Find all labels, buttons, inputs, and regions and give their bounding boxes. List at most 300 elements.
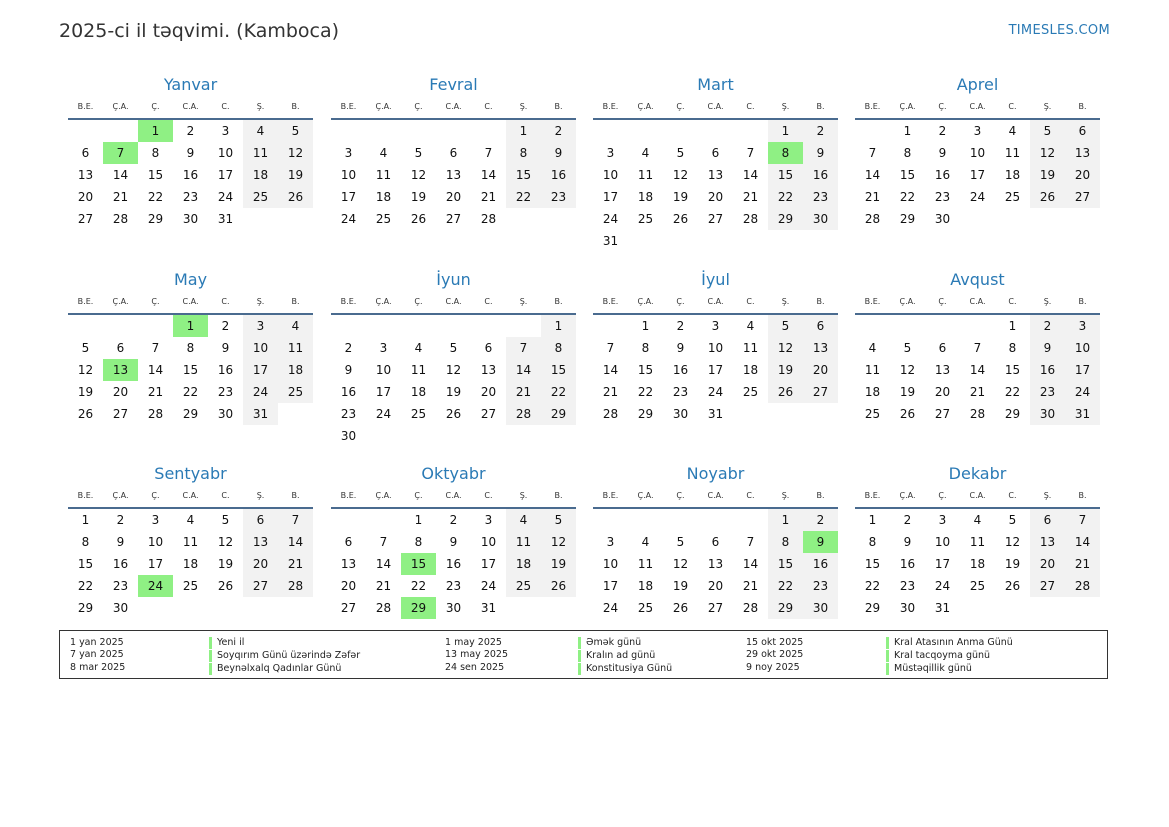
day-cell: 18 [375,190,392,204]
day-cell: 27 [480,407,497,421]
weekday-label: C.A. [969,491,986,500]
day-cell: 24 [340,212,357,226]
day-cell: 27 [707,212,724,226]
day-cell: 7 [151,341,160,355]
day-cell: 16 [803,553,838,575]
legend-holiday-name: Kral tacqoyma günü [886,650,1013,662]
day-cell: 25 [243,186,278,208]
legend-holiday-name: Konstitusiya Günü [578,663,672,675]
day-cell: 5 [1008,513,1017,527]
day-cell: 6 [1030,509,1065,531]
weekday-label: Ç.A. [112,491,129,500]
day-cell: 9 [344,363,353,377]
weekday-label: Ç. [151,297,160,306]
day-cell: 13 [803,337,838,359]
day-cell: 15 [182,363,199,377]
day-cell: 23 [541,186,576,208]
day-cell: 16 [899,557,916,571]
legend-col1-names [209,637,360,675]
day-cell: 26 [445,407,462,421]
day-cell: 30 [934,212,951,226]
day-cell: 31 [934,601,951,615]
weekday-label: B.E. [77,491,94,500]
day-cell: 28 [112,212,129,226]
day-cell: 3 [606,146,615,160]
day-cell: 28 [864,212,881,226]
day-cell: 2 [803,509,838,531]
day-cell: 30 [803,208,838,230]
day-cell: 26 [217,579,234,593]
weekday-label: Ç. [676,102,685,111]
day-cell: 9 [903,535,912,549]
day-cell: 29 [147,212,164,226]
weekday-header [68,485,313,509]
day-cell: 26 [541,575,576,597]
month-2 [331,74,576,230]
holiday-day-cell: 15 [401,553,436,575]
day-cell: 1 [641,319,650,333]
day-cell: 5 [541,509,576,531]
month-12 [855,463,1100,619]
weekday-label: B. [816,297,825,306]
weekday-label: C.A. [707,297,724,306]
legend-date: 13 may 2025 [445,649,509,661]
page-title: 2025-ci il təqvimi. (Kamboca) [59,20,340,42]
day-cell: 8 [903,146,912,160]
day-cell: 18 [182,557,199,571]
day-cell: 23 [1030,381,1065,403]
day-cell: 27 [340,601,357,615]
day-cell: 5 [81,341,90,355]
day-cell: 1 [414,513,423,527]
day-cell: 16 [182,168,199,182]
legend-col2-dates [445,637,508,674]
day-cell: 25 [278,381,313,403]
weekday-label: Ç.A. [899,491,916,500]
day-cell: 26 [77,407,94,421]
weekday-label: B.E. [864,297,881,306]
holiday-day-cell: 1 [173,315,208,337]
day-grid [331,120,576,230]
day-cell: 31 [217,212,234,226]
day-cell: 29 [182,407,199,421]
day-cell: 27 [934,407,951,421]
day-cell: 15 [637,363,654,377]
day-cell: 27 [445,212,462,226]
day-cell: 26 [672,212,689,226]
day-cell: 28 [742,601,759,615]
day-cell: 15 [899,168,916,182]
weekday-label: C.A. [969,297,986,306]
day-cell: 19 [1030,164,1065,186]
day-cell: 14 [742,557,759,571]
day-cell: 23 [112,579,129,593]
empty-cell [733,509,768,531]
day-cell: 24 [707,385,724,399]
weekday-label: B.E. [340,491,357,500]
day-cell: 19 [672,579,689,593]
day-cell: 6 [116,341,125,355]
weekday-label: C. [746,102,755,111]
day-cell: 5 [903,341,912,355]
weekday-label: C.A. [707,491,724,500]
legend-holiday-name: Kralın ad günü [578,650,672,662]
day-cell: 8 [506,142,541,164]
day-cell: 6 [803,315,838,337]
day-cell: 3 [151,513,160,527]
day-cell: 1 [541,315,576,337]
day-cell: 30 [112,601,129,615]
day-cell: 22 [768,575,803,597]
day-cell: 30 [803,597,838,619]
day-cell: 20 [340,579,357,593]
day-cell: 11 [278,337,313,359]
day-cell: 6 [243,509,278,531]
weekday-label: Ş. [781,102,790,111]
day-cell: 3 [1065,315,1100,337]
day-cell: 17 [707,363,724,377]
day-cell: 18 [864,385,881,399]
day-cell: 1 [768,120,803,142]
month-name: Yanvar [163,75,218,94]
day-cell: 25 [375,212,392,226]
day-cell: 1 [506,120,541,142]
day-cell: 20 [934,385,951,399]
day-cell: 22 [864,579,881,593]
day-cell: 20 [803,359,838,381]
day-cell: 24 [480,579,497,593]
day-cell: 28 [375,601,392,615]
day-cell: 13 [707,557,724,571]
holiday-day-cell: 24 [138,575,173,597]
day-cell: 21 [147,385,164,399]
weekday-header [331,485,576,509]
empty-cell [436,120,471,142]
day-cell: 20 [707,190,724,204]
day-cell: 20 [77,190,94,204]
day-cell: 4 [379,146,388,160]
day-cell: 10 [969,146,986,160]
empty-cell [331,509,366,531]
day-cell: 9 [676,341,685,355]
month-5 [68,269,313,425]
empty-cell [331,315,366,337]
day-cell: 6 [1065,120,1100,142]
day-cell: 13 [340,557,357,571]
day-cell: 2 [903,513,912,527]
day-cell: 22 [637,385,654,399]
weekday-label: Ş. [1043,297,1052,306]
day-cell: 24 [969,190,986,204]
day-cell: 11 [243,142,278,164]
weekday-label: Ş. [519,297,528,306]
weekday-header [855,485,1100,509]
day-cell: 15 [77,557,94,571]
day-cell: 17 [602,579,619,593]
day-cell: 10 [480,535,497,549]
weekday-label: C. [746,491,755,500]
day-cell: 29 [77,601,94,615]
day-cell: 4 [973,513,982,527]
weekday-label: B.E. [340,297,357,306]
day-cell: 6 [711,146,720,160]
day-cell: 16 [803,164,838,186]
day-cell: 14 [112,168,129,182]
weekday-label: B.E. [864,102,881,111]
month-name: Avqust [950,270,1005,289]
day-cell: 7 [606,341,615,355]
weekday-label: C.A. [182,102,199,111]
day-cell: 30 [182,212,199,226]
day-grid [331,315,576,447]
day-cell: 25 [742,385,759,399]
day-cell: 4 [186,513,195,527]
day-cell: 18 [410,385,427,399]
day-cell: 18 [1004,168,1021,182]
day-cell: 23 [803,575,838,597]
day-cell: 6 [449,146,458,160]
day-cell: 23 [182,190,199,204]
day-cell: 29 [541,403,576,425]
day-cell: 29 [637,407,654,421]
day-cell: 2 [116,513,125,527]
weekday-label: Ç.A. [112,297,129,306]
weekday-label: Ç. [151,491,160,500]
day-cell: 17 [969,168,986,182]
day-cell: 7 [278,509,313,531]
day-cell: 4 [243,120,278,142]
weekday-label: C.A. [445,102,462,111]
day-cell: 12 [77,363,94,377]
month-7 [593,269,838,425]
day-cell: 3 [938,513,947,527]
weekday-label: Ç. [938,297,947,306]
day-cell: 20 [243,553,278,575]
day-cell: 11 [637,557,654,571]
holiday-day-cell: 29 [401,597,436,619]
day-cell: 11 [742,341,759,355]
weekday-label: B.E. [602,491,619,500]
legend-col2-names [578,637,672,675]
weekday-label: Ç. [676,491,685,500]
day-cell: 6 [484,341,493,355]
empty-cell [401,315,436,337]
day-cell: 10 [243,337,278,359]
day-cell: 31 [243,403,278,425]
day-cell: 18 [278,359,313,381]
day-cell: 8 [641,341,650,355]
empty-cell [401,120,436,142]
day-cell: 20 [112,385,129,399]
day-cell: 1 [81,513,90,527]
day-cell: 12 [278,142,313,164]
day-cell: 13 [1030,531,1065,553]
day-cell: 5 [278,120,313,142]
day-cell: 9 [1030,337,1065,359]
day-cell: 29 [899,212,916,226]
month-11 [593,463,838,619]
day-cell: 8 [186,341,195,355]
month-name: Oktyabr [421,464,486,483]
day-cell: 7 [506,337,541,359]
weekday-label: B. [291,297,300,306]
weekday-label: C.A. [182,297,199,306]
day-cell: 30 [672,407,689,421]
day-cell: 29 [768,208,803,230]
month-name: Mart [697,75,734,94]
day-cell: 2 [803,120,838,142]
day-cell: 13 [1065,142,1100,164]
day-cell: 23 [899,579,916,593]
empty-cell [628,509,663,531]
day-cell: 13 [77,168,94,182]
day-cell: 10 [602,168,619,182]
holiday-day-cell: 7 [103,142,138,164]
day-cell: 25 [410,407,427,421]
day-cell: 21 [506,381,541,403]
day-cell: 27 [243,575,278,597]
weekday-label: Ş. [781,491,790,500]
day-cell: 26 [768,381,803,403]
day-cell: 11 [410,363,427,377]
weekday-label: Ç. [414,491,423,500]
day-cell: 8 [868,535,877,549]
weekday-label: C. [221,102,230,111]
day-cell: 26 [1030,186,1065,208]
weekday-header [68,96,313,120]
weekday-header [593,485,838,509]
weekday-header [331,96,576,120]
day-cell: 16 [340,385,357,399]
day-cell: 19 [445,385,462,399]
weekday-label: B.E. [77,102,94,111]
legend-holiday-name: Yeni il [209,637,360,649]
month-name: Fevral [429,75,478,94]
day-cell: 14 [969,363,986,377]
day-cell: 18 [506,553,541,575]
day-cell: 3 [379,341,388,355]
day-cell: 12 [672,168,689,182]
weekday-label: B. [554,297,563,306]
legend-date: 9 noy 2025 [746,661,800,673]
weekday-label: Ç.A. [375,102,392,111]
day-cell: 4 [1008,124,1017,138]
day-cell: 9 [116,535,125,549]
day-cell: 14 [506,359,541,381]
weekday-label: Ş. [1043,102,1052,111]
weekday-label: C. [746,297,755,306]
month-1 [68,74,313,230]
day-cell: 30 [1030,403,1065,425]
day-cell: 27 [1030,575,1065,597]
weekday-label: Ç.A. [112,102,129,111]
day-cell: 25 [969,579,986,593]
day-grid [855,120,1100,230]
day-cell: 19 [541,553,576,575]
day-cell: 10 [934,535,951,549]
month-9 [68,463,313,619]
day-cell: 8 [541,337,576,359]
day-cell: 11 [506,531,541,553]
day-cell: 23 [672,385,689,399]
legend-date: 15 okt 2025 [746,637,804,648]
day-cell: 17 [243,359,278,381]
month-3 [593,74,838,252]
day-cell: 24 [243,381,278,403]
empty-cell [733,120,768,142]
brand-link[interactable]: TIMESLES.COM [1008,23,1110,38]
holiday-day-cell: 8 [768,142,803,164]
empty-cell [331,120,366,142]
day-cell: 12 [410,168,427,182]
day-cell: 18 [637,190,654,204]
legend-date: 29 okt 2025 [746,649,804,661]
weekday-label: C.A. [445,491,462,500]
weekday-header [331,291,576,315]
day-cell: 27 [803,381,838,403]
weekday-header [68,291,313,315]
day-cell: 5 [1030,120,1065,142]
day-cell: 27 [77,212,94,226]
day-cell: 12 [1004,535,1021,549]
day-cell: 19 [672,190,689,204]
weekday-label: Ç.A. [637,297,654,306]
day-cell: 11 [1004,146,1021,160]
legend-col1-dates [70,637,125,674]
day-cell: 2 [449,513,458,527]
weekday-label: C. [1008,297,1017,306]
day-cell: 18 [742,363,759,377]
empty-cell [436,315,471,337]
weekday-label: Ş. [519,491,528,500]
holiday-day-cell: 9 [803,531,838,553]
day-cell: 5 [676,146,685,160]
weekday-label: C. [1008,102,1017,111]
day-cell: 12 [217,535,234,549]
day-cell: 7 [746,535,755,549]
day-cell: 19 [217,557,234,571]
day-cell: 8 [414,535,423,549]
empty-cell [663,509,698,531]
day-cell: 26 [672,601,689,615]
day-cell: 16 [1030,359,1065,381]
day-cell: 14 [480,168,497,182]
day-cell: 13 [707,168,724,182]
day-cell: 7 [746,146,755,160]
day-cell: 15 [1004,363,1021,377]
legend-col3-names [886,637,1013,675]
day-cell: 14 [147,363,164,377]
legend-holiday-name: Müstəqillik günü [886,663,1013,675]
day-cell: 8 [81,535,90,549]
day-cell: 31 [1065,403,1100,425]
day-cell: 31 [480,601,497,615]
day-cell: 5 [221,513,230,527]
day-grid [855,509,1100,619]
day-cell: 9 [186,146,195,160]
weekday-label: C. [221,297,230,306]
month-10 [331,463,576,619]
empty-cell [698,120,733,142]
day-cell: 19 [278,164,313,186]
weekday-label: Ç.A. [899,102,916,111]
day-cell: 31 [707,407,724,421]
weekday-label: Ç. [151,102,160,111]
day-cell: 17 [1065,359,1100,381]
weekday-label: B.E. [864,491,881,500]
day-cell: 4 [414,341,423,355]
weekday-label: Ş. [256,491,265,500]
